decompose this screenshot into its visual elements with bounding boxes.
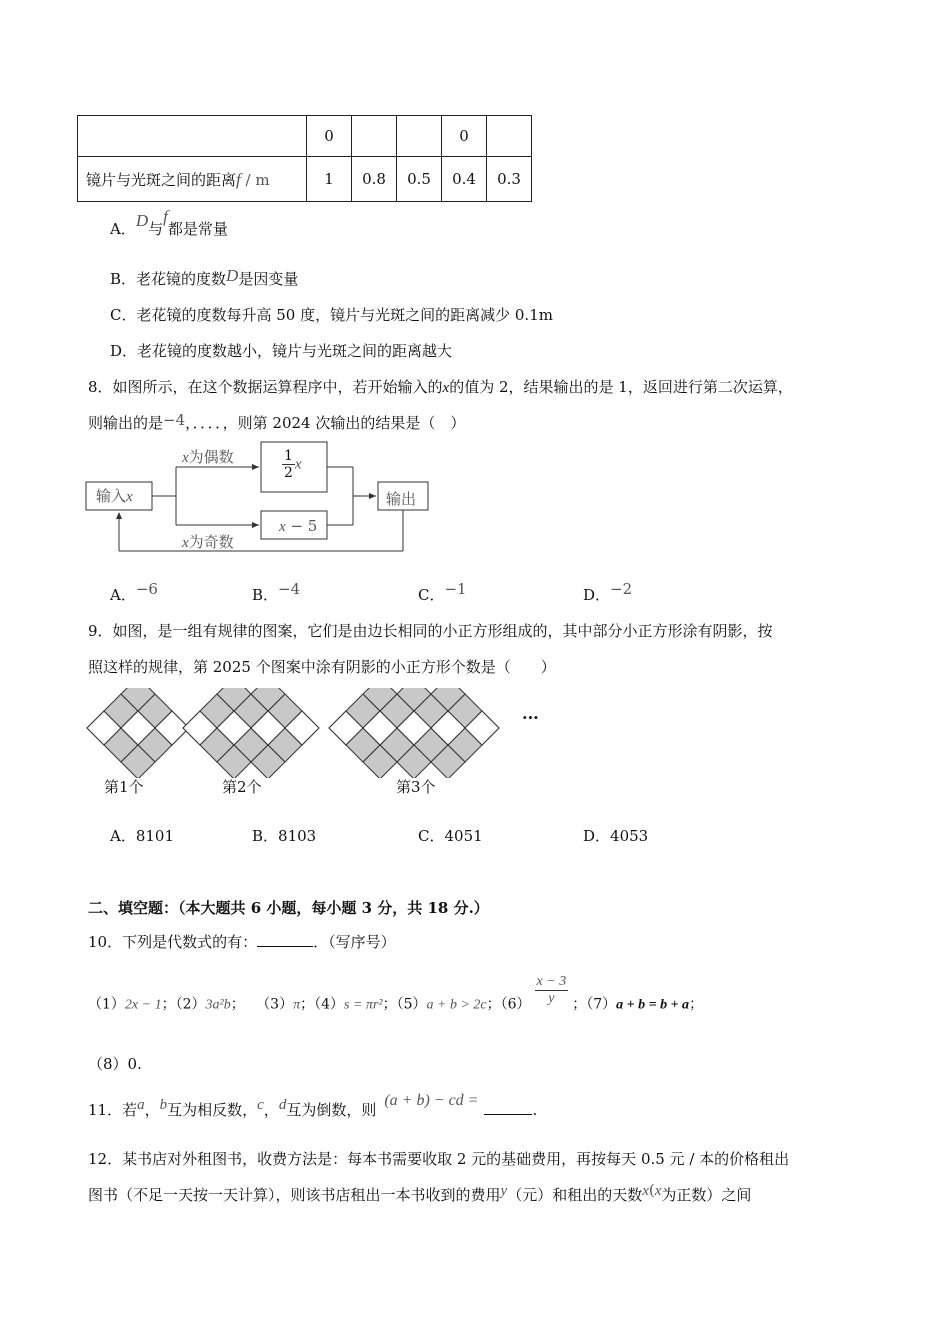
table-cell: 0.8	[352, 157, 397, 202]
item-fraction	[535, 974, 569, 1007]
option-value: −2	[610, 580, 633, 598]
caption-2: 第2个	[222, 778, 262, 796]
option-label: A．	[110, 220, 136, 238]
item-label: ； （3）	[230, 996, 294, 1013]
q8-option-b	[252, 580, 301, 605]
q10-item-8: （8）0.	[88, 1055, 142, 1073]
input-text: 输入	[96, 487, 127, 505]
item-label: （1）	[88, 996, 125, 1013]
minus-expression	[279, 517, 317, 536]
option-value: −6	[135, 580, 158, 598]
option-label: B．	[252, 827, 279, 845]
q12-stem-line2	[88, 1181, 752, 1205]
table-row	[78, 116, 532, 157]
var-b: b	[159, 1097, 168, 1113]
fraction-denominator: 2	[284, 465, 293, 481]
q9-option-d	[583, 825, 648, 846]
item-label: ；（4）	[300, 996, 345, 1013]
q7-option-c	[110, 304, 553, 325]
stem-text: ，	[144, 1101, 160, 1119]
option-label: D．	[583, 586, 611, 604]
table-cell	[78, 116, 307, 157]
var-d: d	[278, 1097, 287, 1113]
even-label	[182, 446, 234, 467]
var-x: x	[126, 489, 133, 505]
answer-blank[interactable]	[257, 946, 313, 947]
item-expr: a + b > 2c	[426, 997, 487, 1013]
var-x: x	[182, 535, 189, 551]
pattern-figure	[80, 688, 560, 778]
minus-text: − 5	[285, 517, 318, 535]
odd-text: 为奇数	[188, 533, 234, 551]
ellipsis: ···	[522, 708, 539, 727]
option-text: 老花镜的度数越小，镜片与光斑之间的距离越大	[137, 342, 453, 360]
item-expr: 2x − 1	[124, 997, 162, 1013]
option-value: 8103	[278, 827, 317, 845]
q8-option-d	[583, 580, 633, 605]
row-label-text: 镜片与光斑之间的距离	[86, 170, 237, 189]
stem-text: 10．下列是代数式的有：	[88, 933, 258, 951]
q7-option-a	[110, 207, 228, 239]
q8-stem-line2	[88, 412, 465, 433]
q9-option-a	[110, 825, 174, 846]
option-text: 与	[148, 220, 164, 238]
table-cell: 1	[307, 157, 352, 202]
stem-text: （元）和租出的天数	[507, 1186, 643, 1204]
q9-option-b	[252, 825, 316, 846]
option-label: D．	[583, 827, 611, 845]
option-text: 是因变量	[238, 270, 299, 288]
caption-3: 第3个	[396, 778, 436, 796]
option-label: C．	[418, 586, 445, 604]
stem-text: ，	[263, 1101, 279, 1119]
var-x: x	[279, 519, 286, 535]
option-text: 老花镜的度数每升高 50 度，镜片与光斑之间的距离减少 0.1m	[136, 306, 553, 324]
q9-stem-line1: 9．如图，是一组有规律的图案，它们是由边长相同的小正方形组成的，其中部分小正方形涂有阴影，按	[88, 622, 773, 640]
half-expression	[282, 448, 302, 481]
odd-label	[182, 531, 234, 552]
option-value: 4051	[444, 827, 483, 845]
option-label: A．	[110, 827, 136, 845]
table-cell	[487, 116, 532, 157]
item-expr: π	[293, 997, 301, 1013]
stem-text: ．（写序号）	[313, 933, 396, 951]
var-a: a	[137, 1097, 145, 1113]
table-cell: 0.3	[487, 157, 532, 202]
answer-blank[interactable]	[484, 1114, 532, 1115]
q10-stem	[88, 931, 396, 952]
option-text: 都是常量	[167, 220, 228, 238]
option-value: −1	[444, 580, 467, 598]
item-expr: 3a²b	[205, 997, 231, 1013]
var-x: x	[642, 1183, 649, 1199]
var-x: x	[182, 450, 189, 466]
stem-text: 则输出的是	[88, 414, 164, 432]
option-value: 8101	[135, 827, 175, 845]
table-cell: 0.5	[397, 157, 442, 202]
var-x: x	[442, 380, 450, 396]
q7-option-d	[110, 340, 452, 361]
option-label: C．	[110, 306, 137, 324]
var-f: f	[236, 169, 241, 189]
var-d: D	[226, 266, 239, 285]
table-cell: 0	[442, 116, 487, 157]
section-title: 二、填空题：（本大题共 6 小题，每小题 3 分，共 18 分.）	[88, 899, 489, 917]
expression: (a + b) − cd =	[384, 1092, 479, 1109]
caption-1: 第1个	[104, 778, 144, 796]
option-value: 4053	[610, 827, 649, 845]
option-value: −4	[278, 580, 301, 598]
q12-stem-line1: 12．某书店对外租图书，收费方法是：每本书需要收取 2 元的基础费用，再按每天 0.5 元 / 本的价格租出	[88, 1150, 790, 1168]
item-expr: s = πr²	[344, 997, 383, 1013]
q9-stem-line2: 照这样的规律，第 2025 个图案中涂有阴影的小正方形个数是（ ）	[88, 658, 556, 676]
q9-option-c	[418, 825, 483, 846]
var-f: f	[163, 207, 168, 226]
q8-option-c	[418, 580, 467, 605]
table-cell: 0.4	[442, 157, 487, 202]
fraction-numerator: 1	[284, 448, 293, 464]
var-c: c	[257, 1097, 264, 1113]
output-label: 输出	[386, 490, 417, 508]
table-cell: 0	[307, 116, 352, 157]
option-label: A．	[110, 586, 136, 604]
option-text: 老花镜的度数	[136, 270, 227, 288]
stem-text: 8．如图所示，在这个数据运算程序中，若开始输入的	[88, 378, 443, 396]
even-text: 为偶数	[188, 448, 234, 466]
table-cell	[352, 116, 397, 157]
table-cell	[397, 116, 442, 157]
stem-text: 的值为 2，结果输出的是 1，返回进行第二次运算，	[449, 378, 793, 396]
item-label: ；（2）	[161, 996, 206, 1013]
pattern-group	[87, 688, 499, 778]
var-y: y	[500, 1183, 508, 1199]
item-expr: a + b = b + a	[616, 997, 690, 1013]
option-label: C．	[418, 827, 445, 845]
table-row	[78, 157, 532, 202]
fraction-numerator: x − 3	[536, 974, 567, 989]
item-label: ；	[689, 996, 704, 1013]
q10-items	[88, 974, 704, 1021]
item-label: ；（6）	[486, 996, 531, 1013]
var-x: x	[654, 1183, 662, 1199]
stem-text: 11．若	[88, 1101, 138, 1119]
value-text: −4	[163, 411, 186, 429]
stem-text: 为正数）之间	[661, 1186, 752, 1204]
var-d: D	[135, 211, 149, 230]
paren: (	[648, 1181, 655, 1199]
q7-option-b	[110, 268, 298, 289]
item-label: ；（7）	[572, 996, 617, 1013]
data-table	[77, 115, 532, 202]
stem-text: ，．．．．，则第 2024 次输出的结果是（ ）	[185, 414, 466, 432]
stem-text: 图书（不足一天按一天计算），则该书店租出一本书收到的费用	[88, 1186, 501, 1204]
fraction-denominator: y	[548, 991, 555, 1006]
q11-stem	[88, 1092, 538, 1120]
input-label	[96, 485, 133, 506]
item-label: ；（5）	[382, 996, 427, 1013]
q8-stem-line1	[88, 376, 793, 397]
option-label: B．	[252, 586, 279, 604]
var-x: x	[294, 456, 302, 473]
option-label: B．	[110, 270, 137, 288]
unit-text: / m	[240, 170, 270, 189]
stem-text: 互为相反数，	[167, 1101, 258, 1119]
stem-text: .	[532, 1101, 538, 1119]
table-row-label	[78, 157, 307, 202]
option-label: D．	[110, 342, 138, 360]
stem-text: 互为倒数，则	[286, 1101, 377, 1119]
q8-option-a	[110, 580, 158, 605]
